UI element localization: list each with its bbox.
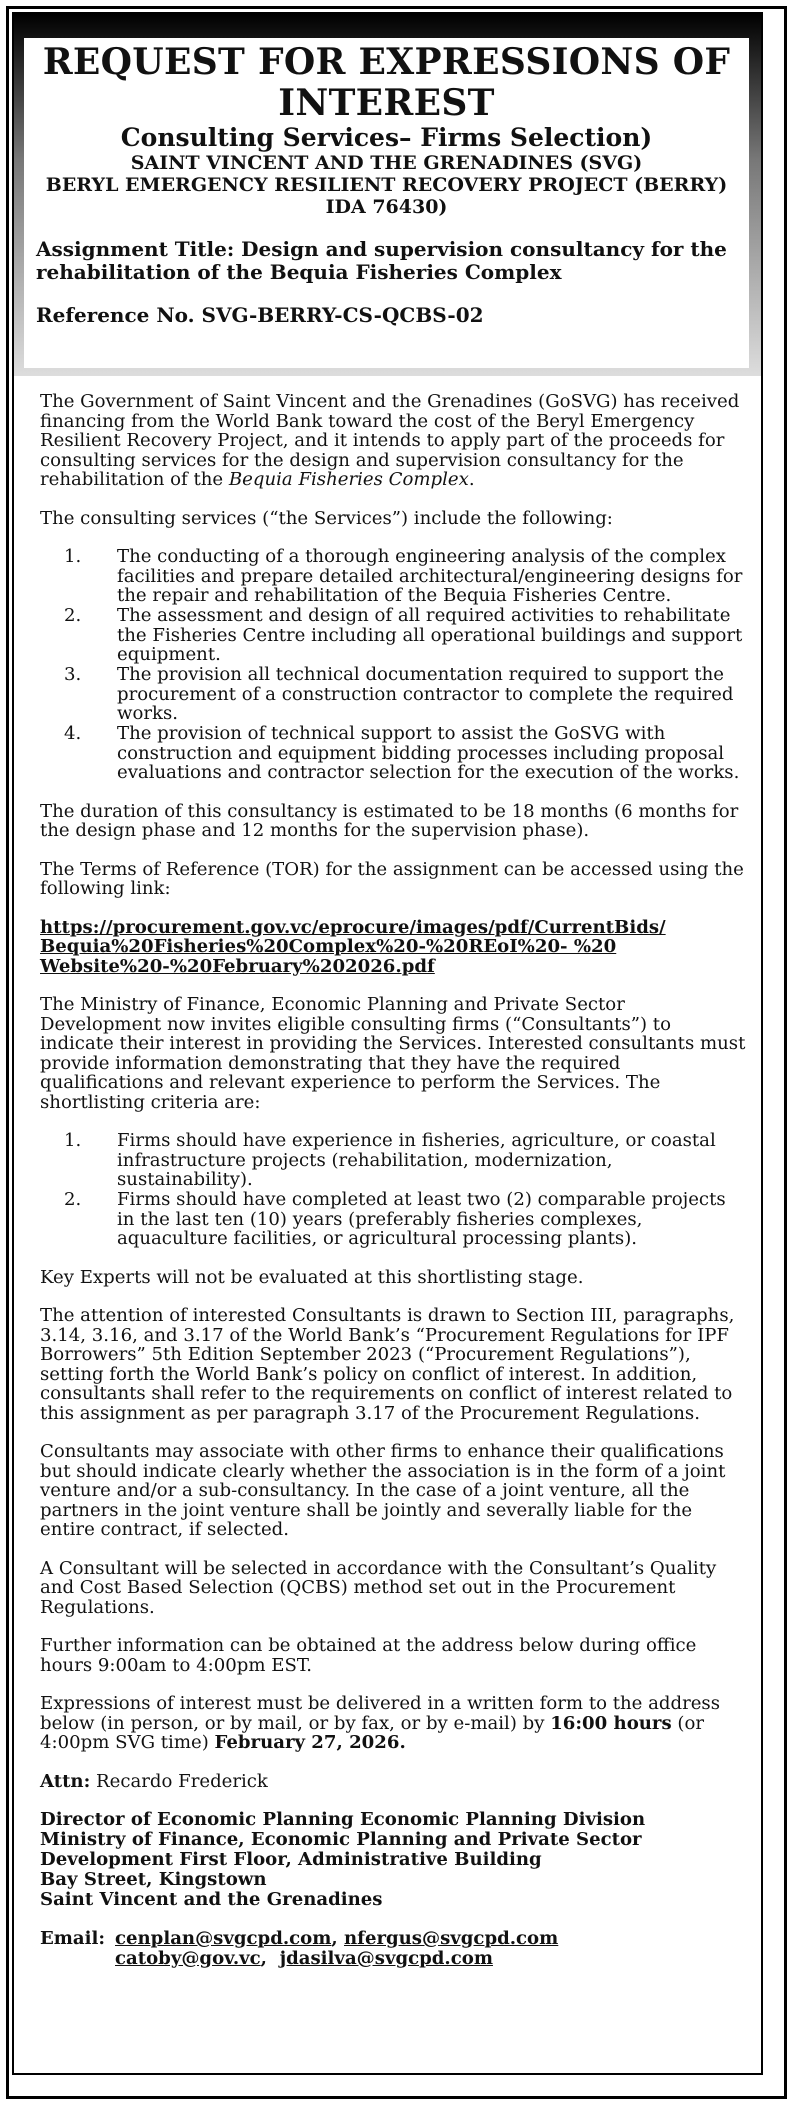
- attn-name: Recardo Frederick: [90, 1770, 268, 1792]
- information-paragraph: Further information can be obtained at the address below during office hours 9:00am to 4:00pm EST.: [40, 1635, 697, 1676]
- address-line: Ministry of Finance, Economic Planning and Private Sector: [40, 1829, 642, 1850]
- deadline-text: Expressions of interest must be delivered in a written form to the address below (in person, or by mail, or by fax, or by e-mail) by: [40, 1693, 720, 1734]
- address-line: Bay Street, Kingstown: [40, 1869, 267, 1890]
- list-item: [40, 1190, 746, 1249]
- attention-line: [40, 1772, 746, 1792]
- services-list: [40, 547, 746, 783]
- key-experts-paragraph: Key Experts will not be evaluated at this shortlisting stage.: [40, 1266, 584, 1288]
- intro-paragraph: [40, 392, 746, 490]
- list-text: Firms should have experience in fisheries, agriculture, or coastal infrastructure projects (rehabilitation, modernization, sustainability).: [117, 1130, 716, 1190]
- list-item: [40, 606, 746, 665]
- deadline-paragraph: [40, 1694, 746, 1753]
- address-block: [40, 1810, 746, 1910]
- deadline-date: February 27, 2026.: [214, 1732, 406, 1753]
- criteria-list: [40, 1131, 746, 1249]
- email-link[interactable]: jdasilva@svgcpd.com: [279, 1947, 493, 1969]
- email-link[interactable]: cenplan@svgcpd.com: [115, 1928, 332, 1949]
- selection-paragraph: A Consultant will be selected in accordance with the Consultant’s Quality and Cost Based Selection (QCBS) method set out in the Procurement Regulations.: [40, 1557, 717, 1618]
- tor-link[interactable]: [40, 917, 666, 977]
- list-text: The assessment and design of all required activities to rehabilitate the Fisheries Centre including all operational buildings and support equipment.: [117, 605, 743, 665]
- address-line: Saint Vincent and the Grenadines: [40, 1889, 383, 1910]
- email-label: Email:: [40, 1928, 106, 1949]
- list-text: The provision all technical documentation required to support the procurement of a construction contractor to complete the required works.: [117, 664, 734, 724]
- tor-link-line-2[interactable]: Bequia%20Fisheries%20Complex%20-%20REoI%20- %20: [40, 936, 617, 957]
- country-line: SAINT VINCENT AND THE GRENADINES (SVG): [130, 152, 643, 174]
- list-number: 2.: [64, 605, 82, 626]
- intro-end: .: [468, 469, 475, 490]
- reference-number: Reference No. SVG-BERRY-CS-QCBS-02: [36, 303, 484, 327]
- tor-link-line-3[interactable]: Website%20-%20February%202026.pdf: [40, 955, 435, 977]
- list-text: Firms should have completed at least two (2) comparable projects in the last ten (10) years (preferably fisheries complexes, aquaculture facilities, or agricultural processing plants).: [117, 1189, 726, 1249]
- list-text: The provision of technical support to assist the GoSVG with construction and equipment bidding processes including proposal evaluations and contractor selection for the execution of the works.: [117, 723, 740, 783]
- duration-paragraph: The duration of this consultancy is estimated to be 18 months (6 months for the design phase and 12 months for the supervision phase).: [40, 800, 739, 841]
- header-box: [24, 38, 749, 368]
- project-line: BERYL EMERGENCY RESILIENT RECOVERY PROJECT (BERRY): [45, 174, 728, 196]
- tor-link-line-1[interactable]: https://procurement.gov.vc/eprocure/images/pdf/CurrentBids/: [40, 916, 666, 938]
- address-line: Director of Economic Planning Economic Planning Division: [40, 1809, 646, 1830]
- list-number: 1.: [64, 1130, 82, 1151]
- list-number: 1.: [64, 546, 82, 567]
- list-item: [40, 724, 746, 783]
- notice-body: [40, 392, 746, 1968]
- address-line: Development First Floor, Administrative Building: [40, 1849, 542, 1870]
- tor-link-block: [40, 918, 746, 977]
- list-item: [40, 1131, 746, 1190]
- subtitle: Consulting Services– Firms Selection): [120, 123, 653, 152]
- list-number: 4.: [64, 723, 82, 744]
- attn-label: Attn:: [40, 1770, 91, 1792]
- list-number: 2.: [64, 1189, 82, 1210]
- association-paragraph: Consultants may associate with other firms to enhance their qualifications but should indicate clearly whether the association is in the form of a joint venture and/or a sub-consultancy. In the case of a joint venture, all the partners in the joint venture shall be jointly and severally liable for the entire contract, if selected.: [40, 1441, 726, 1540]
- deadline-text-2: (or 4:00pm SVG time): [40, 1712, 704, 1753]
- list-item: [40, 547, 746, 606]
- email-link[interactable]: nfergus@svgcpd.com: [344, 1928, 559, 1949]
- deadline-time: 16:00 hours: [550, 1712, 672, 1734]
- intro-italic: Bequia Fisheries Complex: [228, 469, 469, 490]
- header-band: [14, 14, 761, 376]
- ida-line: IDA 76430): [325, 196, 448, 218]
- email-link[interactable]: catoby@gov.vc: [115, 1947, 261, 1969]
- list-number: 3.: [64, 664, 82, 685]
- services-intro: The consulting services (“the Services”) include the following:: [40, 507, 613, 529]
- assignment-title: Assignment Title: Design and supervision consultancy for the rehabilitation of the Bequia Fisheries Complex: [36, 237, 727, 284]
- email-row: [40, 1929, 746, 1968]
- page-title: REQUEST FOR EXPRESSIONS OF INTEREST: [42, 41, 731, 124]
- list-item: [40, 665, 746, 724]
- invitation-paragraph: The Ministry of Finance, Economic Planning and Private Sector Development now invites eligible consulting firms (“Consultants”) to indicate their interest in providing the Services. Interested consultants must provide information demonstrating that they have the required qualifications and relevant experience to perform the Services. The shortlisting criteria are:: [40, 994, 746, 1113]
- list-text: The conducting of a thorough engineering analysis of the complex facilities and prepare detailed architectural/engineering designs for the repair and rehabilitation of the Bequia Fisheries Centre.: [117, 546, 743, 606]
- email-list: cenplan@svgcpd.com, nfergus@svgcpd.com catoby@gov.vc, jdasilva@svgcpd.com: [115, 1928, 559, 1969]
- intro-text: The Government of Saint Vincent and the Grenadines (GoSVG) has received financing from the World Bank toward the cost of the Beryl Emergency Resilient Recovery Project, and it intends to apply part of the proceeds for consulting services for the design and supervision consultancy for the rehabilitation of the: [40, 391, 740, 490]
- conflict-paragraph: The attention of interested Consultants is drawn to Section III, paragraphs, 3.14, 3.16, and 3.17 of the World Bank’s “Procurement Regulations for IPF Borrowers” 5th Edition September 2023 (“Procurement Regulations”), setting forth the World Bank’s policy on conflict of interest. In addition, consultants shall refer to the requirements on conflict of interest related to this assignment as per paragraph 3.17 of the Procurement Regulations.: [40, 1305, 735, 1424]
- tor-paragraph: The Terms of Reference (TOR) for the assignment can be accessed using the following link:: [40, 858, 744, 899]
